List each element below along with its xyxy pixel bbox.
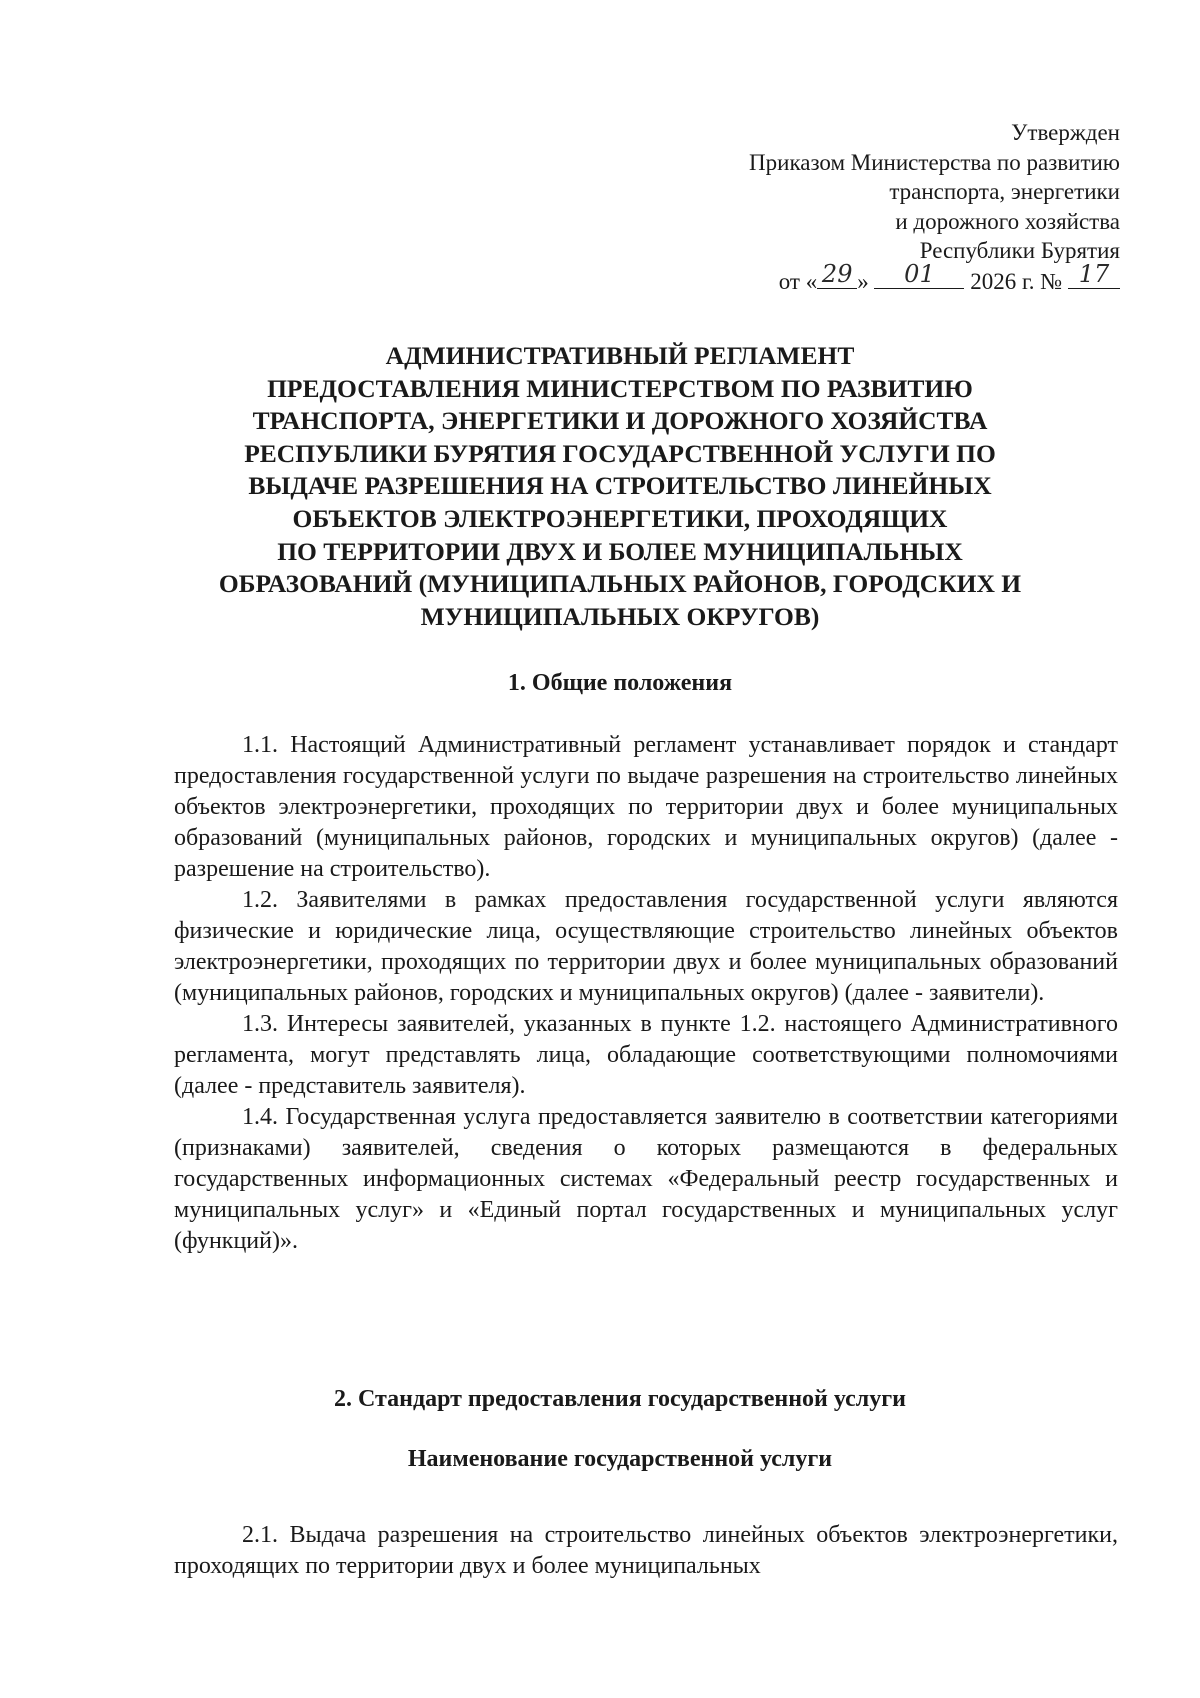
approval-line: Приказом Министерства по развитию xyxy=(749,149,1120,175)
order-number-handwritten: 17 xyxy=(1078,259,1110,288)
date-year: 2026 г. № xyxy=(970,268,1063,294)
order-number-blank xyxy=(1068,259,1120,289)
title-line: АДМИНИСТРАТИВНЫЙ РЕГЛАМЕНТ xyxy=(385,341,855,370)
date-month-handwritten: 01 xyxy=(904,259,935,288)
approval-line: и дорожного хозяйства xyxy=(895,208,1120,234)
paragraph-1-3: 1.3. Интересы заявителей, указанных в пункте 1.2. настоящего Административного регламента, могут представлять лица, обладающие соответствующими полномочиями (далее - представитель заявителя). xyxy=(174,1011,1118,1099)
approval-date-line xyxy=(749,259,1120,297)
title-line: ВЫДАЧЕ РАЗРЕШЕНИЯ НА СТРОИТЕЛЬСТВО ЛИНЕЙНЫХ xyxy=(248,471,992,501)
approval-line: Утвержден xyxy=(1011,120,1120,145)
title-line: ОБЪЕКТОВ ЭЛЕКТРОЭНЕРГЕТИКИ, ПРОХОДЯЩИХ xyxy=(292,503,948,533)
title-line: РЕСПУБЛИКИ БУРЯТИЯ ГОСУДАРСТВЕННОЙ УСЛУГИ ПО xyxy=(244,438,996,468)
document-title xyxy=(150,340,1090,633)
title-line: ТРАНСПОРТА, ЭНЕРГЕТИКИ И ДОРОЖНОГО ХОЗЯЙСТВА xyxy=(252,406,988,436)
date-mid: » xyxy=(857,268,869,294)
title-line: МУНИЦИПАЛЬНЫХ ОКРУГОВ) xyxy=(420,601,820,631)
paragraph-1-4: 1.4. Государственная услуга предоставляется заявителю в соответствии категориями (признаками) заявителей, сведения о которых размещаются в федеральных государственных информационных системах «Федеральный реестр государственных и муниципальных услуг» и «Единый портал государственных и муниципальных услуг (функций)». xyxy=(174,1104,1118,1254)
section-1-heading: 1. Общие положения xyxy=(507,670,733,696)
approval-stamp-block xyxy=(749,118,1120,296)
approval-line: Республики Бурятия xyxy=(919,238,1120,263)
section-2-body xyxy=(174,1520,1118,1582)
paragraph-1-1: 1.1. Настоящий Административный регламент устанавливает порядок и стандарт предоставления государственной услуги по выдаче разрешения на строительство линейных объектов электроэнергетики, проходящих по территории двух и более муниципальных образований (муниципальных районов, городских и муниципальных округов) (далее - разрешение на строительство). xyxy=(174,732,1118,882)
date-day-blank xyxy=(817,259,857,289)
section-2-heading: 2. Стандарт предоставления государственной услуги xyxy=(334,1386,906,1412)
title-line: ОБРАЗОВАНИЙ (МУНИЦИПАЛЬНЫХ РАЙОНОВ, ГОРОДСКИХ И xyxy=(218,569,1022,599)
title-line: ПРЕДОСТАВЛЕНИЯ МИНИСТЕРСТВОМ ПО РАЗВИТИЮ xyxy=(267,373,973,403)
section-2-subheading: Наименование государственной услуги xyxy=(407,1446,833,1472)
paragraph-2-1: 2.1. Выдача разрешения на строительство линейных объектов электроэнергетики, проходящих по территории двух и более муниципальных xyxy=(174,1522,1118,1579)
approval-line: транспорта, энергетики xyxy=(889,179,1120,204)
section-1-body xyxy=(174,730,1118,1257)
paragraph-1-2: 1.2. Заявителями в рамках предоставления государственной услуги являются физические и юридические лица, осуществляющие строительство линейных объектов электроэнергетики, проходящих по территории двух и более муниципальных образований (муниципальных районов, городских и муниципальных округов) (далее - заявители). xyxy=(174,887,1118,1006)
date-prefix: от « xyxy=(778,268,818,294)
title-line: ПО ТЕРРИТОРИИ ДВУХ И БОЛЕЕ МУНИЦИПАЛЬНЫХ xyxy=(277,536,963,566)
date-day-handwritten: 29 xyxy=(821,259,853,288)
date-month-blank xyxy=(874,259,964,289)
